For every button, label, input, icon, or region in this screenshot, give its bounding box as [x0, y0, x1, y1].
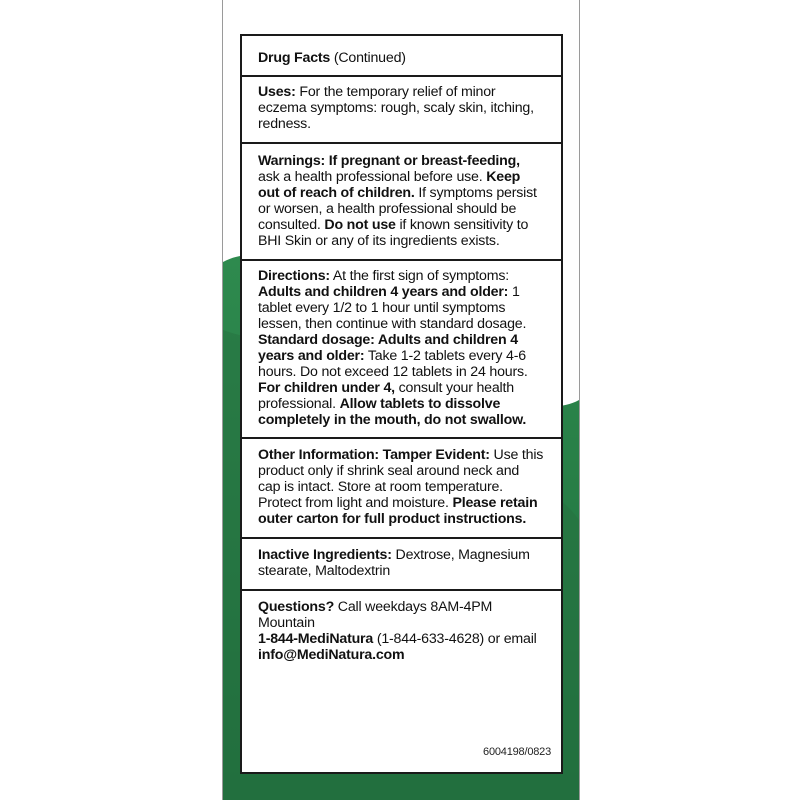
directions-section [242, 261, 561, 437]
uses-heading: Uses: [258, 84, 296, 100]
directions-text-4: consult your health professional. [258, 380, 514, 412]
uses-section [242, 77, 561, 142]
adults-heading: Adults and children 4 years and older: [258, 284, 509, 300]
email-address: info@MediNatura.com [258, 647, 405, 663]
other-info-heading: Other Information: Tamper Evident: [258, 447, 490, 463]
directions-text-2: 1 tablet every 1/2 to 1 hour until symptoms lessen, then continue with standard dosage. [258, 284, 527, 332]
inactive-section [242, 539, 561, 589]
title-bold: Drug Facts [258, 50, 331, 66]
questions-text-2: (1-844-633-4628) or email [373, 631, 537, 647]
warnings-text-1: ask a health professional before use. [258, 169, 487, 185]
questions-section [242, 591, 561, 663]
inactive-heading: Inactive Ingredients: [258, 547, 392, 563]
children-under-4: For children under 4, [258, 380, 395, 396]
questions-heading: Questions? [258, 599, 335, 615]
warnings-text-3: if known sensitivity to BHI Skin or any of its ingredients exists. [258, 217, 529, 249]
warnings-heading: Warnings: If pregnant or breast-feeding, [258, 153, 520, 169]
label-panel [222, 0, 580, 800]
warnings-section [242, 144, 561, 259]
directions-heading: Directions: [258, 268, 330, 284]
keep-out-of-reach: Keep out of reach of children. [258, 169, 521, 201]
drug-facts-box [240, 34, 563, 774]
questions-text-1: Call weekdays 8AM-4PM Mountain [258, 599, 493, 631]
other-info-text: Use this product only if shrink seal around neck and cap is intact. Store at room temperature. Protect from light and moisture. [258, 447, 544, 511]
directions-text-1: At the first sign of symptoms: [329, 268, 509, 284]
other-info-closing: Please retain outer carton for full product instructions. [258, 495, 538, 527]
standard-dosage-heading: Standard dosage: Adults and children 4 years and older: [258, 332, 518, 364]
phone-number: 1-844-MediNatura [258, 631, 374, 647]
do-not-use: Do not use [324, 217, 396, 233]
dissolve-instruction: Allow tablets to dissolve completely in the mouth, do not swallow. [258, 396, 527, 428]
uses-text: For the temporary relief of minor eczema symptoms: rough, scaly skin, itching, redness. [258, 84, 534, 132]
other-info-section [242, 439, 561, 537]
warnings-text-2: If symptoms persist or worsen, a health professional should be consulted. [258, 185, 537, 233]
title-continued: (Continued) [330, 50, 406, 66]
directions-text-3: Take 1-2 tablets every 4-6 hours. Do not exceed 12 tablets in 24 hours. [258, 348, 528, 380]
drug-facts-title [242, 36, 561, 75]
lot-code: 6004198/0823 [483, 746, 551, 758]
inactive-text: Dextrose, Magnesium stearate, Maltodextrin [258, 547, 530, 579]
